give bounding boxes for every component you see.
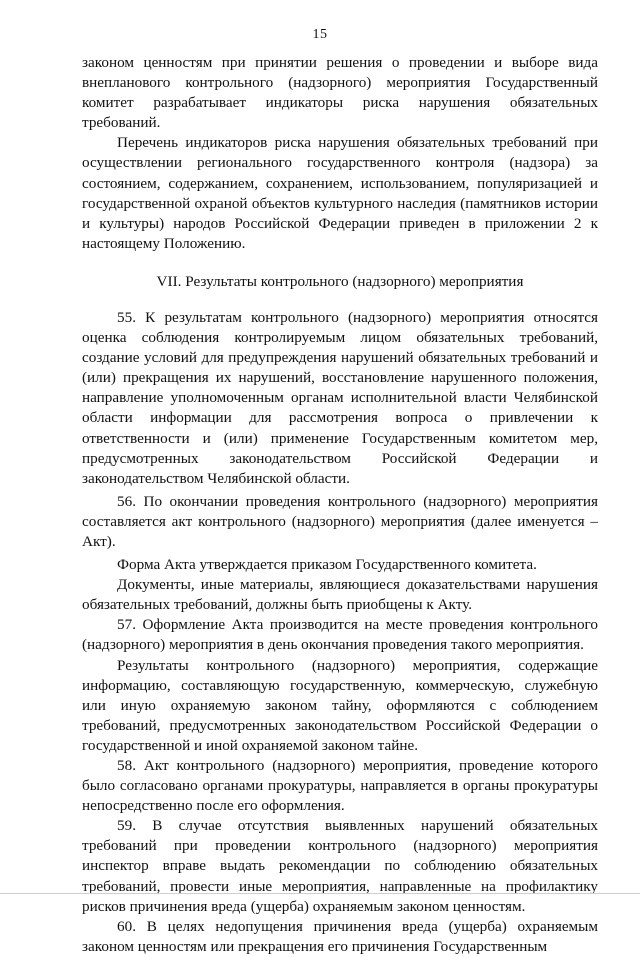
page-number: 15 [312,27,328,42]
paragraph-risk-indicators: Перечень индикаторов риска нарушения обязательных требований при осуществлении регионального государственного контроля (надзора) за состоянием, содержанием, сохранением, использованием, популяризацией и государственной охраной объектов культурного наследия (памятников истории и культуры) народов Российской Федерации приведен в приложении 2 к настоящему Положению. [82,134,598,252]
paragraph-56: 56. По окончании проведения контрольного (надзорного) мероприятия составляется акт контрольного (надзорного) мероприятия (далее именуется – Акт). [82,492,598,550]
paragraph-60: 60. В целях недопущения причинения вреда (ущерба) охраняемым законом ценностям или прекращения его причинения Государственным [82,917,598,955]
paragraph-act-form: Форма Акта утверждается приказом Государственного комитета. [117,556,537,574]
document-body [82,53,598,957]
section-heading: VII. Результаты контрольного (надзорного) мероприятия [156,272,524,290]
paragraph-55: 55. К результатам контрольного (надзорного) мероприятия относятся оценка соблюдения контролируемым лицом обязательных требований, создание условий для предупреждения нарушений обязательных требований и (или) прекращения их нарушений, восстановление нарушенного положения, направление уполномоченным органам исполнительной власти Челябинской области информации для рассмотрения вопроса о привлечении к ответственности и (или) применение Государственным комитетом мер, предусмотренных законодательством Российской Федерации и законодательством Челябинской области. [82,308,598,487]
paragraph-57-secret: Результаты контрольного (надзорного) мероприятия, содержащие информацию, составляющую государственную, коммерческую, служебную или иную охраняемую законом тайну, оформляются с соблюдением требований, предусмотренных законодательством Российской Федерации о государственной и иной охраняемой законом тайне. [82,656,598,754]
paragraph-59: 59. В случае отсутствия выявленных нарушений обязательных требований при проведении контрольного (надзорного) мероприятия инспектор вправе выдать рекомендации по соблюдению обязательных требований, провести иные мероприятия, направленные на профилактику рисков причинения вреда (ущерба) охраняемым законом ценностям. [82,817,598,915]
paragraph-continued: законом ценностям при принятии решения о проведении и выборе вида внепланового контрольного (надзорного) мероприятия Государственный комитет разрабатывает индикаторы риска нарушения обязательных требований. [82,54,598,132]
paragraph-act-documents: Документы, иные материалы, являющиеся доказательствами нарушения обязательных требований, должны быть приобщены к Акту. [82,576,598,614]
page-bottom-edge [0,893,640,894]
paragraph-58: 58. Акт контрольного (надзорного) мероприятия, проведение которого было согласовано органами прокуратуры, направляется в органы прокуратуры непосредственно после его оформления. [82,757,598,815]
paragraph-57: 57. Оформление Акта производится на месте проведения контрольного (надзорного) мероприятия в день окончания проведения такого мероприятия. [82,616,598,654]
